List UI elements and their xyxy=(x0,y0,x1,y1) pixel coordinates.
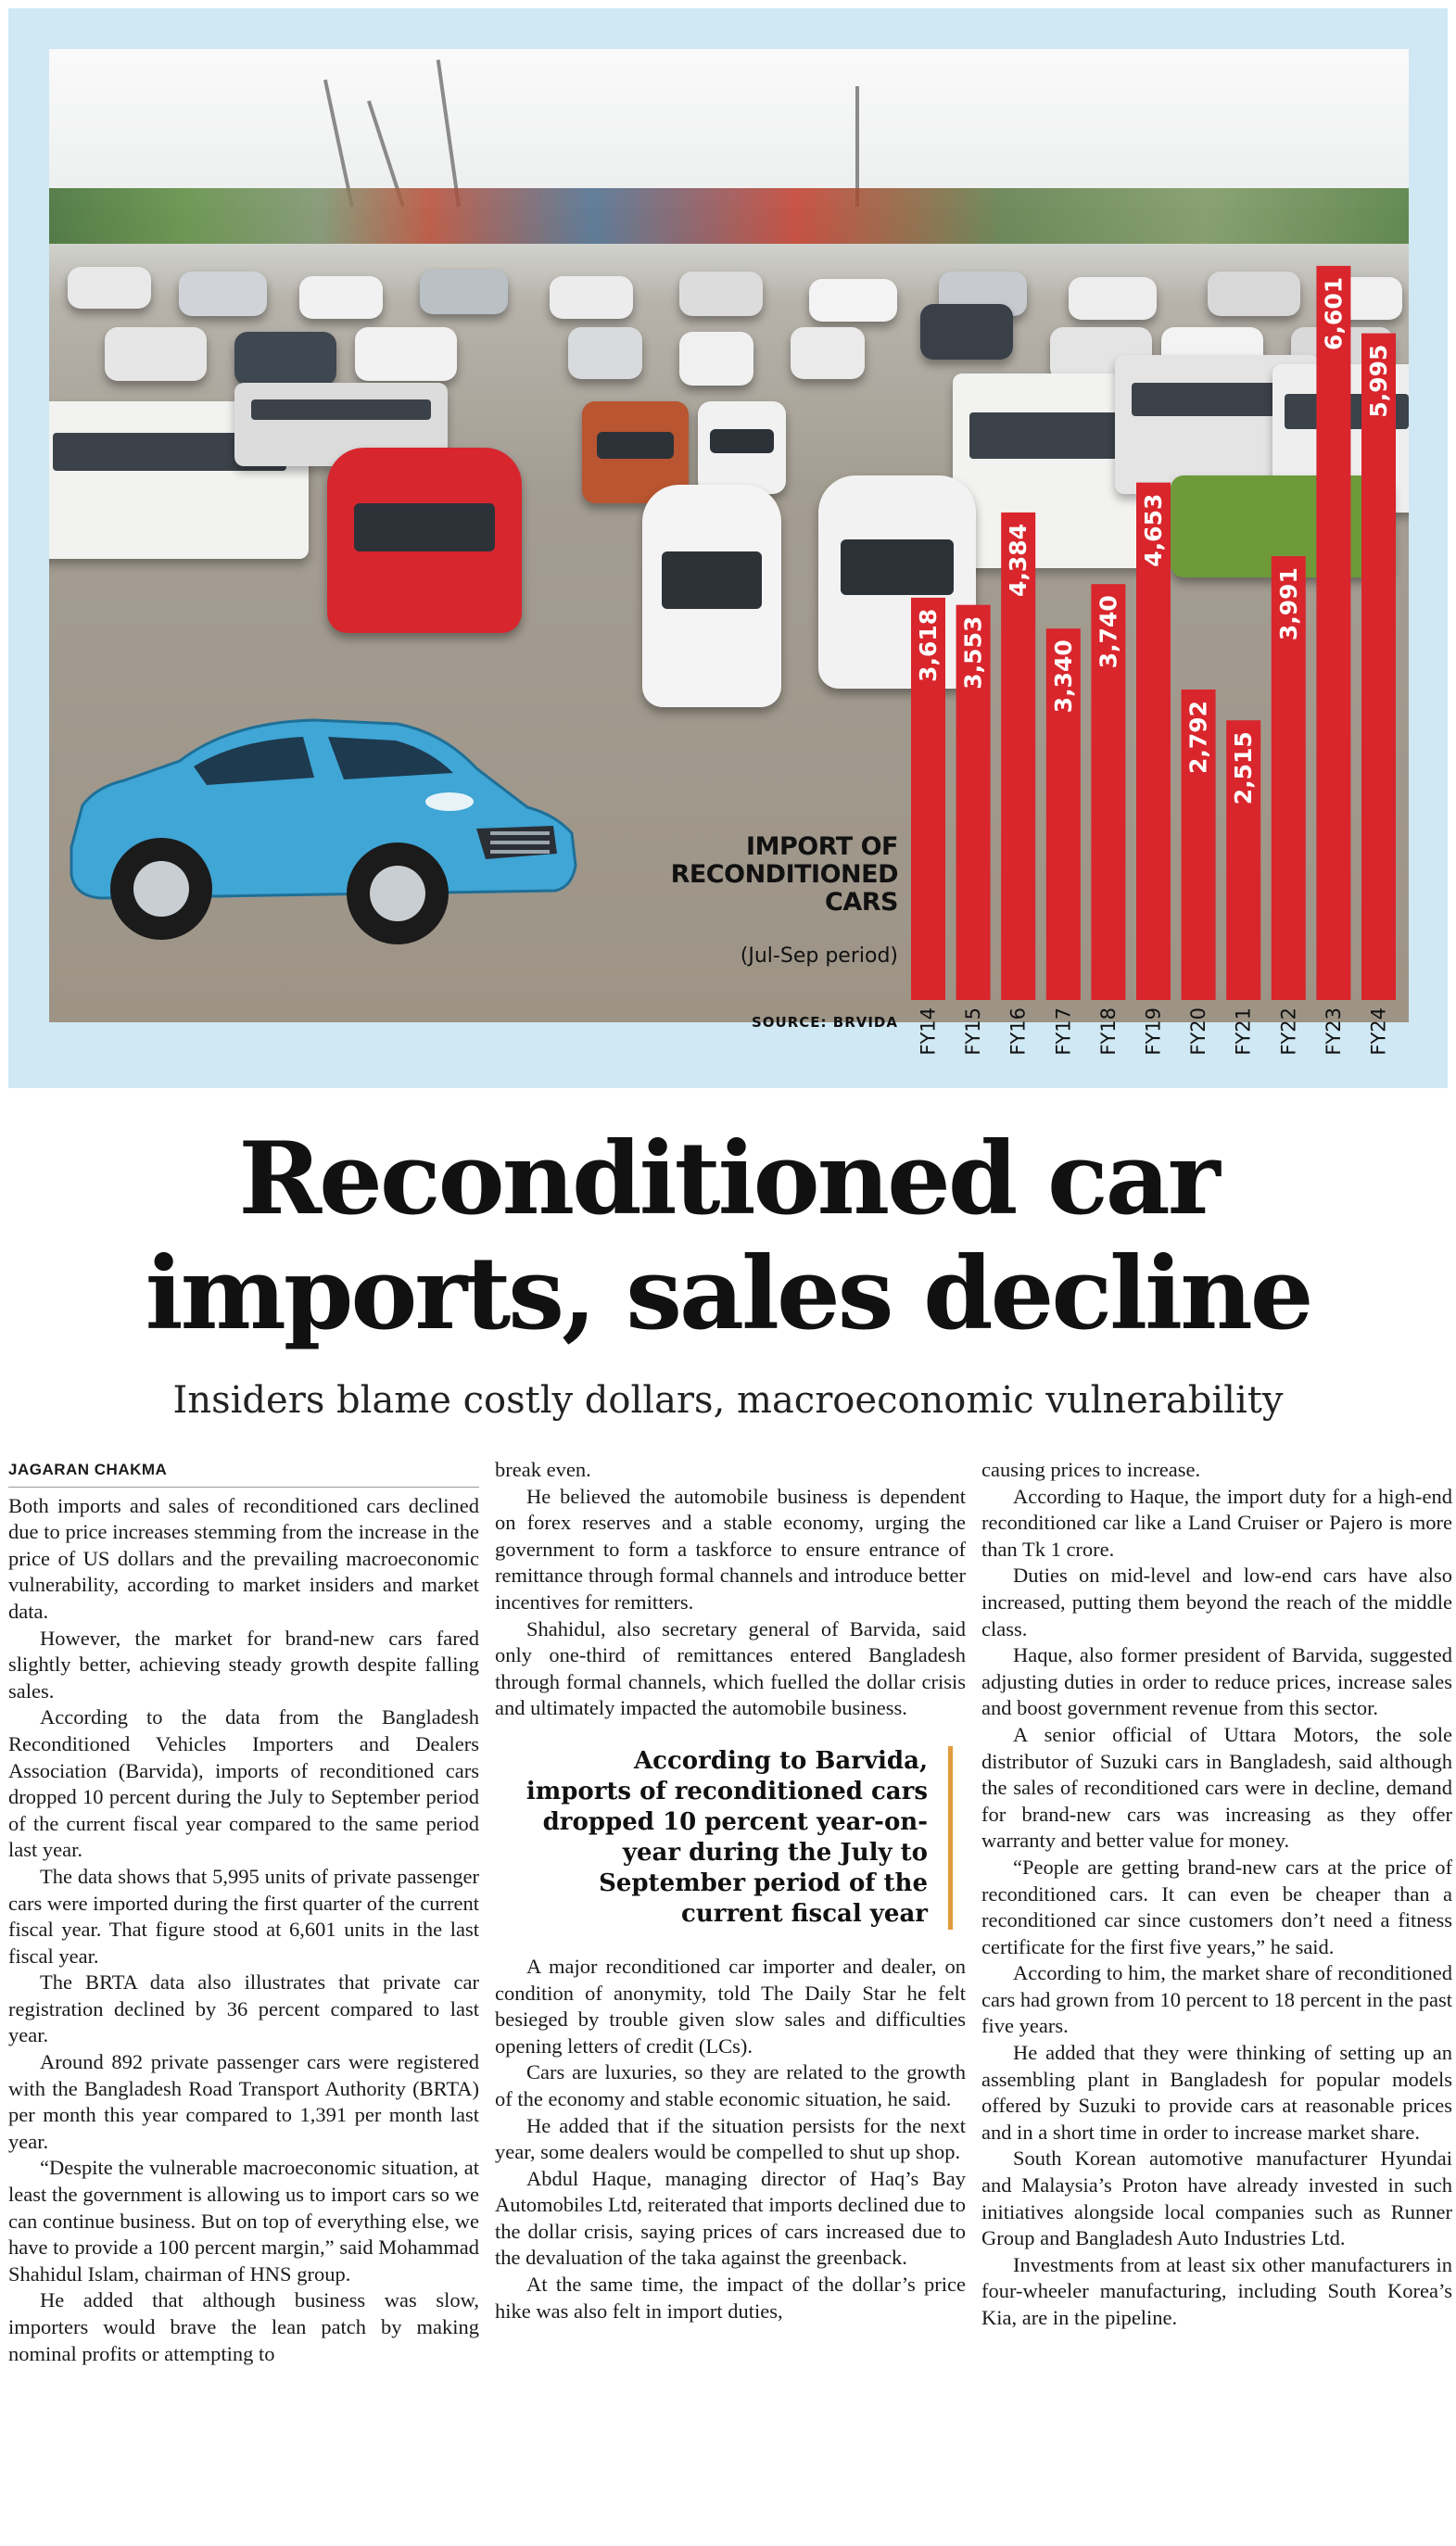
bar-value-label: 2,515 xyxy=(1230,731,1258,805)
paragraph: Around 892 private passenger cars were registered with the Bangladesh Road Transport Authority (BRTA) per month this year compared to 1,391 per month last year. xyxy=(8,2050,479,2153)
bar-value-label: 3,991 xyxy=(1274,567,1302,641)
byline: JAGARAN CHAKMA xyxy=(8,1457,479,1488)
paragraph: A senior official of Uttara Motors, the sole distributor of Suzuki cars in Bangladesh, said although the sales of reconditioned cars were in decline, demand for brand-new cars was increasing as they offer warranty and better value for money. xyxy=(981,1722,1452,1853)
bar-value-label: 2,792 xyxy=(1184,700,1212,775)
headline-line: imports, sales decline xyxy=(145,1235,1311,1352)
bar-value-label: 4,653 xyxy=(1140,493,1167,567)
chart-title-line: RECONDITIONED xyxy=(670,860,898,889)
pull-quote: According to Barvida, imports of reconditioned cars dropped 10 percent year-on-year during the July to September period of the current fiscal year xyxy=(521,1746,953,1930)
paragraph: Investments from at least six other manufacturers in four-wheeler manufacturing, including South Korea’s Kia, are in the pipeline. xyxy=(981,2252,1452,2329)
paragraph: Both imports and sales of reconditioned cars declined due to price increases stemming from the increase in the price of US dollars and the prevailing macroeconomic vulnerability, according to market insiders and market data. xyxy=(8,1493,479,1623)
headline xyxy=(56,1121,1400,1351)
bar-value-label: 3,618 xyxy=(915,608,942,682)
paragraph: At the same time, the impact of the dollar’s price hike was also felt in import duties, xyxy=(495,2273,966,2323)
bar-value-label: 5,995 xyxy=(1365,344,1392,418)
chart-title xyxy=(527,833,898,917)
article-column-2 xyxy=(495,1457,966,2324)
paragraph: causing prices to increase. xyxy=(981,1458,1201,1481)
chart-source: SOURCE: BRVIDA xyxy=(752,1014,898,1031)
paragraph: Abdul Haque, managing director of Haq’s Bay Automobiles Ltd, reiterated that imports declined due to the dollar crisis, saying prices of cars increased due to the devaluation of the taka against the greenback. xyxy=(495,2166,966,2270)
paragraph: According to him, the market share of reconditioned cars had grown from 10 percent to 18 percent in the past five years. xyxy=(981,1961,1452,2038)
paragraph: However, the market for brand-new cars fared slightly better, achieving steady growth despite falling sales. xyxy=(8,1626,479,1703)
paragraph: According to the data from the Bangladesh Reconditioned Vehicles Importers and Dealers Association (Barvida), imports of reconditioned cars dropped 10 percent during the July to September period of the current fiscal year compared to the same period last year. xyxy=(8,1705,479,1862)
paragraph: The BRTA data also illustrates that private car registration declined by 36 percent compared to last year. xyxy=(8,1970,479,2047)
bar-category-label: FY23 xyxy=(1322,1007,1345,1056)
article-column-3 xyxy=(981,1457,1452,2332)
paragraph: “Despite the vulnerable macroeconomic situation, at least the government is allowing us to import cars so we can continue business. But on top of everything else, we have to provide a 100 percent margin,” said Mohammad Shahidul Islam, chairman of HNS group. xyxy=(8,2156,479,2286)
bar-category-label: FY24 xyxy=(1367,1007,1390,1056)
bar-category-labels xyxy=(918,1007,1390,1056)
subheadline: Insiders blame costly dollars, macroeconomic vulnerability xyxy=(172,1379,1284,1422)
bar-value-label: 4,384 xyxy=(1005,523,1032,597)
paragraph: Shahidul, also secretary general of Barvida, said only one-third of remittances entered Bangladesh through formal channels, which fuelled the dollar crisis and ultimately impacted the automobile business. xyxy=(495,1616,966,1720)
article-column-1 xyxy=(8,1457,479,2367)
bar-fy24 xyxy=(1361,334,1396,1000)
bar-value-label: 6,601 xyxy=(1320,276,1348,350)
paragraph: Duties on mid-level and low-end cars have also increased, putting them beyond the reach of the middle class. xyxy=(981,1564,1452,1640)
import-chart xyxy=(8,8,1448,1088)
paragraph: He added that they were thinking of setting up an assembling plant in Bangladesh for popular models offered by Suzuki to provide cars at reasonable prices and in a short time in order to increase market share. xyxy=(981,2041,1452,2144)
bar-category-label: FY20 xyxy=(1187,1007,1210,1056)
paragraph: “People are getting brand-new cars at the price of reconditioned cars. It can even be cheaper than a reconditioned car since customers don’t need a fitness certificate for the first five years,” he said. xyxy=(981,1855,1452,1958)
bar-category-label: FY15 xyxy=(962,1007,985,1056)
chart-title-line: IMPORT OF xyxy=(746,832,898,861)
paragraph: break even. xyxy=(495,1458,591,1481)
bar-value-label: 3,740 xyxy=(1095,595,1122,669)
chart-title-line: CARS xyxy=(825,888,898,917)
paragraph: Haque, also former president of Barvida, suggested adjusting duties in order to reduce prices, increase sales and boost government revenue from this sector. xyxy=(981,1643,1452,1720)
headline-line: Reconditioned car xyxy=(238,1121,1218,1237)
bar-category-label: FY16 xyxy=(1007,1007,1030,1056)
paragraph: South Korean automotive manufacturer Hyundai and Malaysia’s Proton have already invested in such initiatives alongside local companies such as Runner Group and Bangladesh Auto Industries Ltd. xyxy=(981,2147,1452,2250)
bar-category-label: FY17 xyxy=(1052,1007,1075,1056)
bar-value-label: 3,553 xyxy=(959,615,987,690)
bar-category-label: FY18 xyxy=(1096,1007,1120,1056)
bar-value-label: 3,340 xyxy=(1049,640,1077,714)
paragraph: He added that if the situation persists for the next year, some dealers would be compelled to shut up shop. xyxy=(495,2113,966,2164)
bar-category-label: FY22 xyxy=(1277,1007,1300,1056)
bar-category-label: FY14 xyxy=(917,1007,940,1056)
bar-category-label: FY21 xyxy=(1232,1007,1255,1056)
chart-subtitle: (Jul-Sep period) xyxy=(740,944,898,968)
paragraph: A major reconditioned car importer and dealer, on condition of anonymity, told The Daily Star he felt besieged by trouble given slow sales and difficulties opening letters of credit (LCs). xyxy=(495,1954,966,2058)
paragraph: He added that although business was slow, importers would brave the lean patch by making nominal profits or attempting to xyxy=(8,2288,479,2365)
paragraph: Cars are luxuries, so they are related to the growth of the economy and stable economic situation, he said. xyxy=(495,2060,966,2110)
blue-car-illustration xyxy=(71,720,576,944)
paragraph: According to Haque, the import duty for a high-end reconditioned car like a Land Cruiser or Pajero is more than Tk 1 crore. xyxy=(981,1484,1452,1561)
bar-fy23 xyxy=(1316,266,1350,1000)
paragraph: The data shows that 5,995 units of private passenger cars were imported during the first quarter of the current fiscal year. That figure stood at 6,601 units in the last fiscal year. xyxy=(8,1864,479,1968)
bar-category-label: FY19 xyxy=(1142,1007,1165,1056)
paragraph: He believed the automobile business is dependent on forex reserves and a stable economy, urging the government to form a taskforce to ensure entrance of remittance through formal channels and introduce better incentives for remitters. xyxy=(495,1484,966,1614)
infographic-panel xyxy=(8,8,1448,1088)
